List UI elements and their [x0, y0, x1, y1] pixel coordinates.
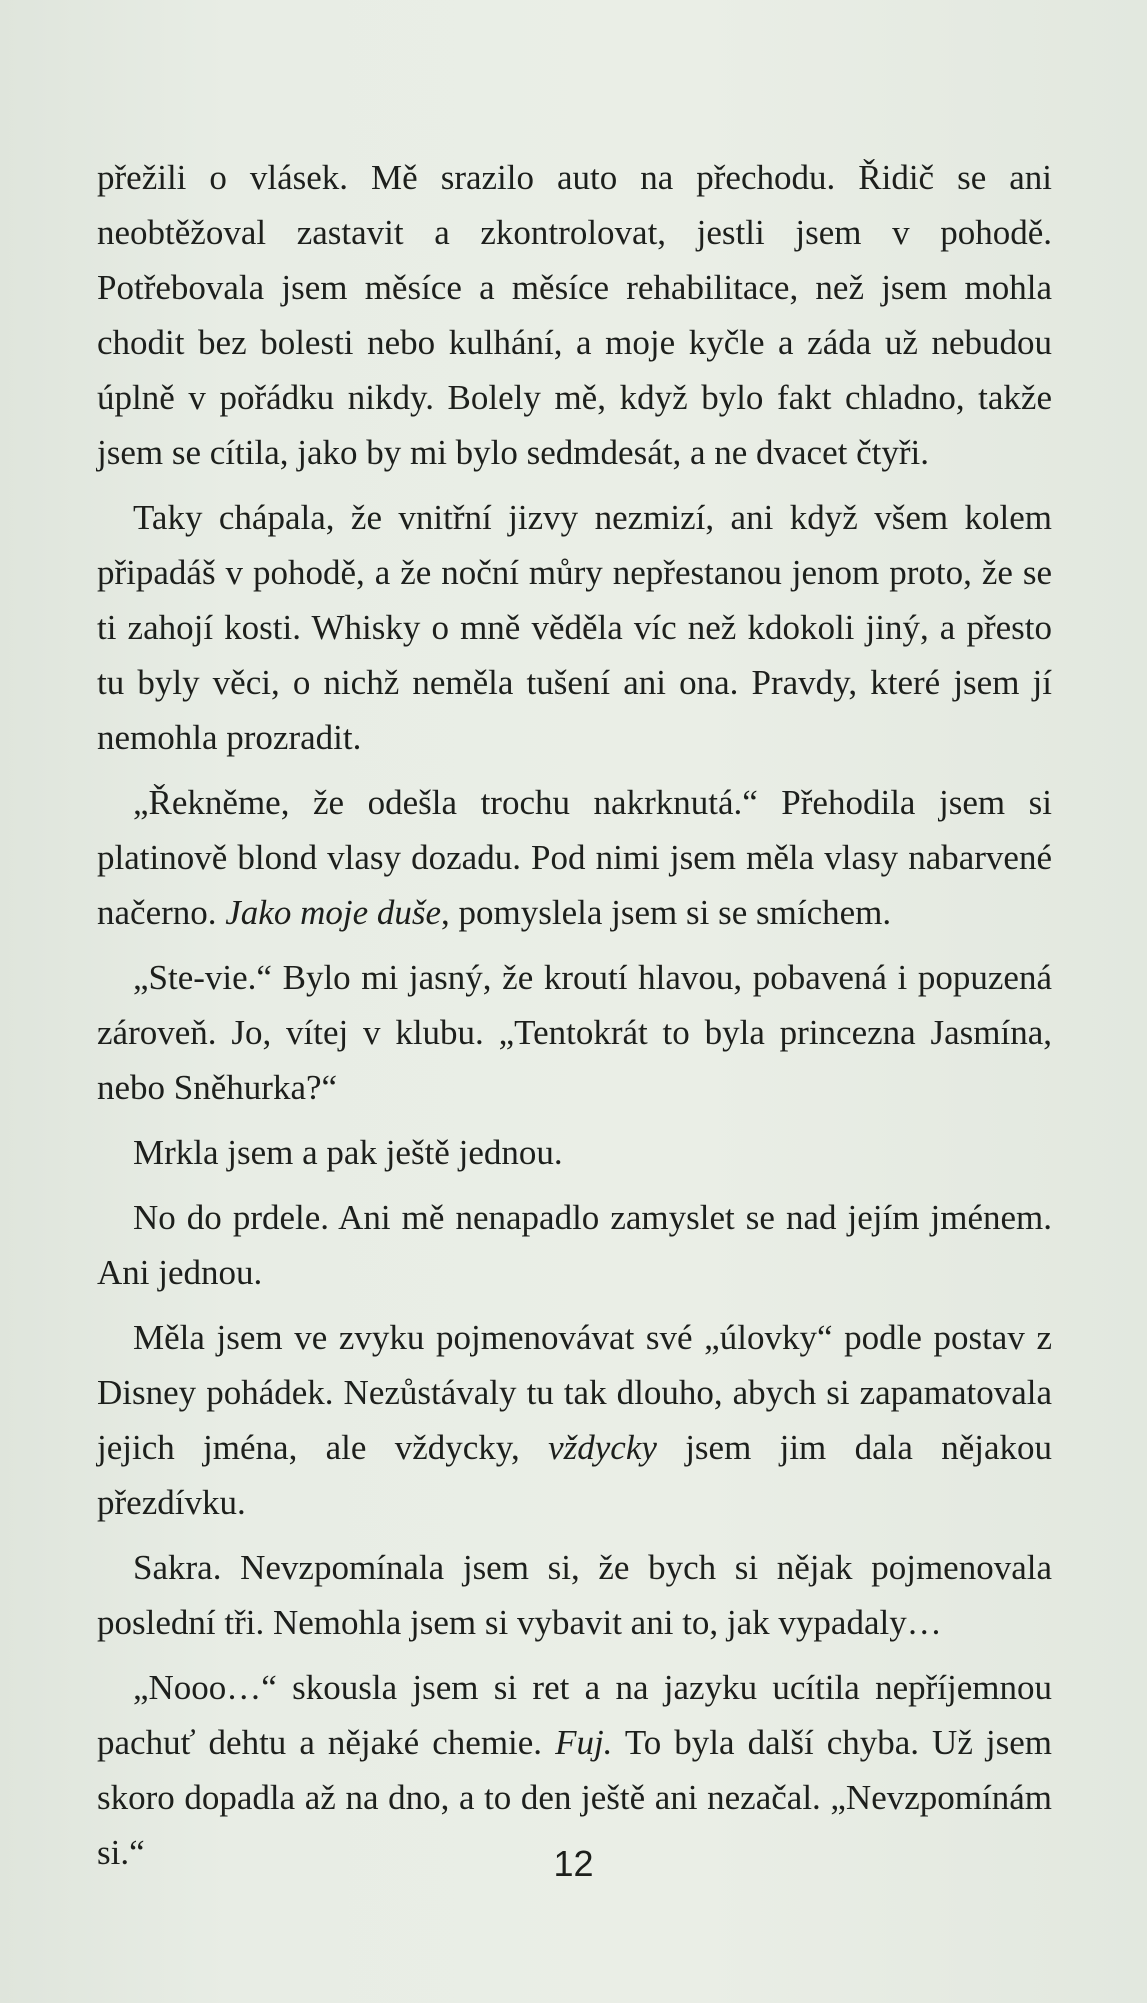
- paragraph: [97, 1190, 1052, 1300]
- text-span: No do prdele. Ani mě nenapadlo zamyslet se nad jejím jménem. Ani jednou.: [97, 1198, 1052, 1292]
- paragraph: [97, 1125, 1052, 1180]
- text-span: Sakra. Nevzpomínala jsem si, že bych si nějak pojmenovala poslední tři. Nemohla jsem si vybavit ani to, jak vypadaly…: [97, 1548, 1052, 1642]
- page-number: 12: [553, 1843, 594, 1884]
- body-text: [97, 150, 1052, 1890]
- italic-span: Fuj.: [555, 1723, 613, 1762]
- paragraph: [97, 950, 1052, 1115]
- text-span: Taky chápala, že vnitřní jizvy nezmizí, ani když všem kolem připadáš v pohodě, a že noční můry nepřestanou jenom proto, že se ti zahojí kosti. Whisky o mně věděla víc než kdokoli jiný, a přesto tu byly věci, o nichž neměla tušení ani ona. Pravdy, které jsem jí nemohla prozradit.: [97, 498, 1052, 757]
- text-span: Mrkla jsem a pak ještě jednou.: [133, 1133, 563, 1172]
- italic-span: vždycky: [548, 1428, 657, 1467]
- paragraph: [97, 150, 1052, 480]
- text-span: „Řekněme, že odešla trochu nakrknutá.“ Přehodila jsem si platinově blond vlasy dozadu. Pod nimi jsem měla vlasy nabarvené načerno.: [97, 783, 1052, 932]
- text-span: To byla další chyba. Už jsem skoro dopadla až na dno, a to den ještě ani nezačal. „Nevzpomínám si.“: [97, 1723, 1052, 1872]
- italic-span: Jako moje duše: [225, 893, 442, 932]
- paragraph: [97, 1540, 1052, 1650]
- text-span: „Ste-vie.“ Bylo mi jasný, že kroutí hlavou, pobavená i popuzená zároveň. Jo, vítej v klubu. „Tentokrát to byla princezna Jasmína, nebo Sněhurka?“: [97, 958, 1052, 1107]
- text-span: Měla jsem ve zvyku pojmenovávat své „úlovky“ podle postav z Disney pohádek. Nezůstávaly tu tak dlouho, abych si zapamatovala jejich jména, ale vždycky,: [97, 1318, 1052, 1467]
- paragraph: [97, 775, 1052, 940]
- text-span: , pomyslela jsem si se smíchem.: [441, 893, 892, 932]
- text-span: „Nooo…“ skousla jsem si ret a na jazyku ucítila nepříjemnou pachuť dehtu a nějaké chemie.: [97, 1668, 1052, 1762]
- paragraph: [97, 1310, 1052, 1530]
- text-span: přežili o vlásek. Mě srazilo auto na přechodu. Řidič se ani neobtěžoval zastavit a zkontrolovat, jestli jsem v pohodě. Potřebovala jsem měsíce a měsíce rehabilitace, než jsem mohla chodit bez bolesti nebo kulhání, a moje kyčle a záda už nebudou úplně v pořádku nikdy. Bolely mě, když bylo fakt chladno, takže jsem se cítila, jako by mi bylo sedmdesát, a ne dvacet čtyři.: [97, 158, 1052, 472]
- text-span: jsem jim dala nějakou přezdívku.: [97, 1428, 1052, 1522]
- paragraph: [97, 490, 1052, 765]
